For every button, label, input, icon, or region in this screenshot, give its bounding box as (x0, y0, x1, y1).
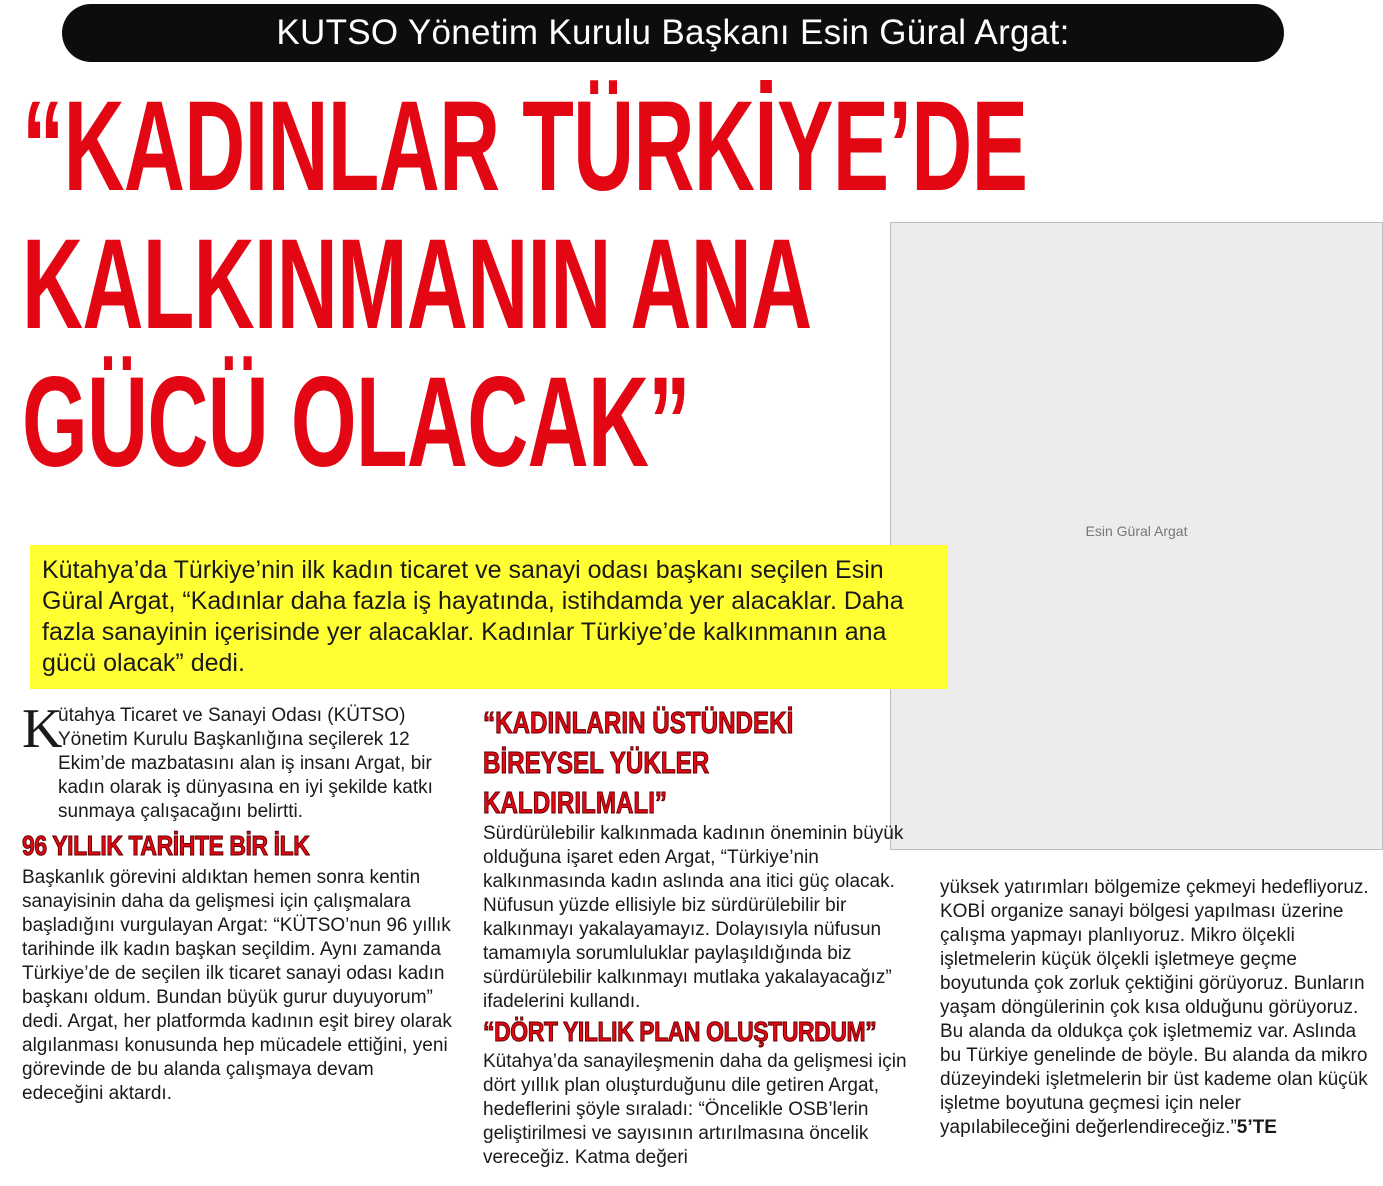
intro-paragraph (22, 698, 452, 824)
top-banner-text: KUTSO Yönetim Kurulu Başkanı Esin Güral Argat: (276, 13, 1070, 52)
subhead-line: “KADINLARIN ÜSTÜNDEKİ (483, 705, 794, 740)
article-column-1 (22, 698, 452, 1106)
intro-text: ütahya Ticaret ve Sanayi Odası (KÜTSO) Yönetim Kurulu Başkanlığına seçilerek 12 Ekim’de mazbatasını alan iş insanı Argat, bir kadın olarak iş dünyasına en iyi şekilde katkı sunmaya çalışacağını belirtti. (58, 705, 433, 822)
drop-cap: K (22, 698, 63, 760)
continued-ref[interactable]: 5’TE (1236, 1117, 1277, 1138)
subhead-quote (483, 703, 826, 823)
body-text: Kütahya’da sanayileşmenin daha da gelişmesi için dört yıllık plan oluşturduğunu dile getiren Argat, hedeflerini şöyle sıraladı: “Öncelikle OSB’lerin geliştirilmesi ve sayısının artırılmasına öncelik vereceğiz. Katma değeri (483, 1051, 907, 1168)
headline-line: “KADINLAR TÜRKİYE’DE (22, 75, 1028, 218)
spot-text: Kütahya’da Türkiye’nin ilk kadın ticaret ve sanayi odası başkanı seçilen Esin Güral Argat, “Kadınlar daha fazla iş hayatında, istihdamda yer alacaklar. Daha fazla sanayinin içerisinde yer alacaklar. Kadınlar Türkiye’de kalkınmanın ana gücü olacak” dedi. (30, 545, 948, 689)
photo-caption: Esin Güral Argat (1085, 523, 1188, 539)
body-text: Sürdürülebilir kalkınmada kadının öneminin büyük olduğuna işaret eden Argat, “Türkiye’nin kalkınmasında kadın aslında ana itici güç olacak. Nüfusun yüzde ellisiyle biz sürdürülebilir bir kalkınmayı yakalayamayız. Dolayısıyla nüfusun tamamıyla sorumluluklar paylaşıldığında biz sürdürülebilir kalkınmayı mutlaka yakalayacağız” ifadelerini kullandı. (483, 823, 904, 1012)
top-banner (62, 4, 1284, 62)
body-text (940, 876, 1370, 1140)
subhead-line: KALDIRILMALI” (483, 785, 668, 820)
headline-line: GÜCÜ OLACAK” (22, 351, 690, 494)
portrait-photo (890, 222, 1383, 850)
article-column-3 (940, 876, 1370, 1140)
headline (22, 75, 1028, 494)
subhead: “DÖRT YILLIK PLAN OLUŞTURDUM” (483, 1016, 877, 1047)
subhead-line: BİREYSEL YÜKLER (483, 745, 710, 780)
body-text-main: yüksek yatırımları bölgemize çekmeyi hedefliyoruz. KOBİ organize sanayi bölgesi yapılması üzerine çalışma yapmayı planlıyoruz. Mikro ölçekli işletmelerin küçük ölçekli işletmeye geçme boyutunda çok zorluk çektiğini görüyoruz. Bunların yaşam döngülerinin çok kısa olduğunu görüyoruz. Bu alanda da oldukça çok işletmemiz var. Aslında bu Türkiye genelinde de böyle. Bu alanda da mikro düzeyindeki işletmelerin bir üst kademe olan küçük işletme boyutuna geçmesi için neler yapılabileceğini değerlendireceğiz.” (940, 877, 1369, 1138)
article-column-2 (483, 822, 923, 1170)
subhead: 96 YILLIK TARİHTE BİR İLK (22, 830, 310, 861)
body-text: Başkanlık görevini aldıktan hemen sonra kentin sanayisinin daha da gelişmesi için çalışmalara başladığını vurgulayan Argat: “KÜTSO’nun 96 yıllık tarihinde ilk kadın başkan seçildim. Aynı zamanda Türkiye’de de seçilen ilk ticaret sanayi odası kadın başkanı oldum. Bundan büyük gurur duyuyorum” dedi. Argat, her platformda kadının eşit birey olarak algılanması konusunda hep mücadele ettiğini, yeni görevinde de bu alanda çalışmaya devam edeceğini aktardı. (22, 867, 452, 1104)
headline-line: KALKINMANIN ANA (22, 213, 812, 356)
